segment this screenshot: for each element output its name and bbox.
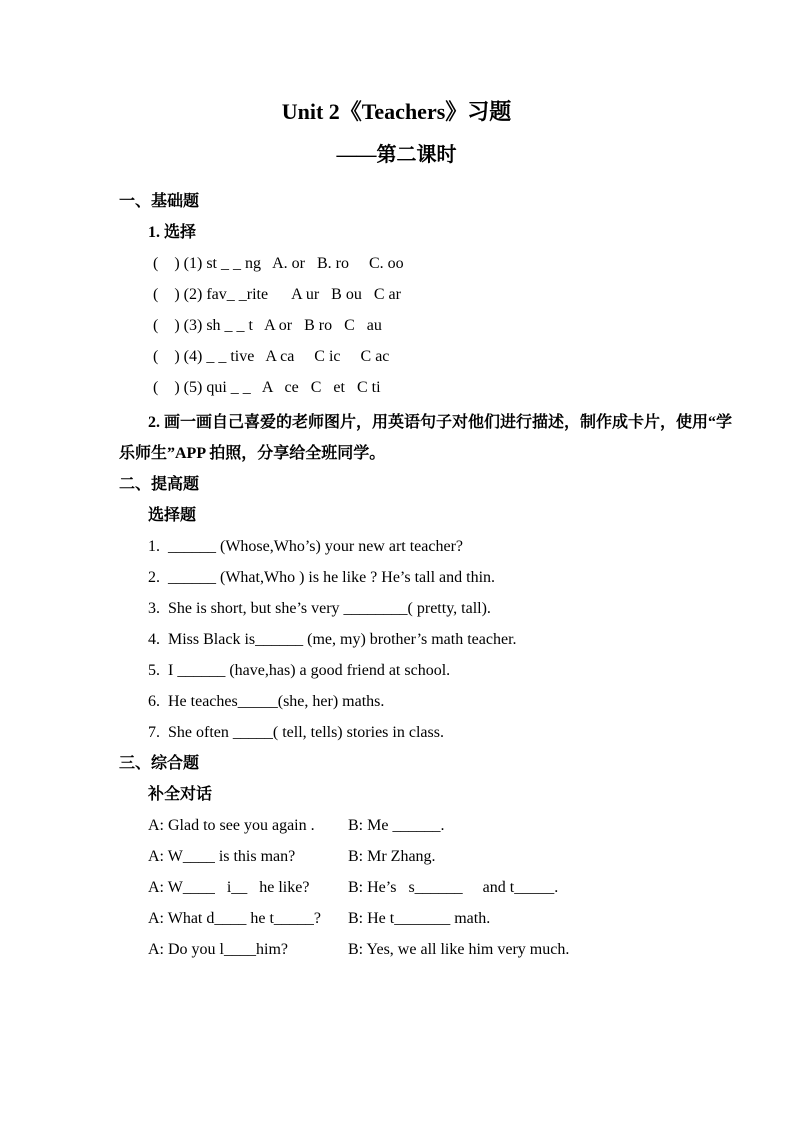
dialog-b-2: B: Mr Zhang. xyxy=(348,848,436,865)
task-paragraph-line2: 乐师生”APP 拍照，分享给全班同学。 xyxy=(119,445,386,462)
section2-subheading: 选择题 xyxy=(148,507,197,524)
fill-item-6: 6. He teaches_____(she, her) maths. xyxy=(148,693,385,710)
dialog-b-4: B: He t_______ math. xyxy=(348,910,491,927)
dialog-a-2: A: W____ is this man? xyxy=(148,848,296,865)
choice-item-5: ( ) (5) qui _ _ A ce C et C ti xyxy=(153,379,381,396)
dialog-row-2 xyxy=(119,841,703,872)
section1-subheading: 1. 选择 xyxy=(148,224,197,241)
doc-title: Unit 2《Teachers》习题 xyxy=(281,99,512,124)
dialog-b-3: B: He’s s______ and t_____. xyxy=(348,879,559,896)
section1-heading: 一、基础题 xyxy=(119,193,200,210)
fill-item-4: 4. Miss Black is______ (me, my) brother’s math teacher. xyxy=(148,631,517,648)
section3-subheading: 补全对话 xyxy=(148,786,213,803)
choice-item-2: ( ) (2) fav_ _rite A ur B ou C ar xyxy=(153,286,401,303)
dialog-b-1: B: Me ______. xyxy=(348,817,445,834)
fill-item-1: 1. ______ (Whose,Who’s) your new art teacher? xyxy=(148,538,463,555)
dialog-b-5: B: Yes, we all like him very much. xyxy=(348,941,570,958)
dialog-a-1: A: Glad to see you again . xyxy=(148,817,315,834)
dialog-row-5 xyxy=(119,934,703,965)
fill-item-5: 5. I ______ (have,has) a good friend at school. xyxy=(148,662,451,679)
dialog-a-4: A: What d____ he t_____? xyxy=(148,910,322,927)
fill-item-2: 2. ______ (What,Who ) is he like ? He’s tall and thin. xyxy=(148,569,496,586)
task-paragraph-line1: 2. 画一画自己喜爱的老师图片，用英语句子对他们进行描述，制作成卡片，使用“学 xyxy=(148,414,733,431)
dialog-row-4 xyxy=(119,903,703,934)
choice-item-4: ( ) (4) _ _ tive A ca C ic C ac xyxy=(153,348,390,365)
dialog-a-5: A: Do you l____him? xyxy=(148,941,288,958)
choice-item-1: ( ) (1) st _ _ ng A. or B. ro C. oo xyxy=(153,255,404,272)
fill-item-7: 7. She often _____( tell, tells) stories in class. xyxy=(148,724,444,741)
dialog-a-3: A: W____ i__ he like? xyxy=(148,879,310,896)
dialog-row-1 xyxy=(119,810,703,841)
section2-heading: 二、提高题 xyxy=(119,476,200,493)
section3-heading: 三、综合题 xyxy=(119,755,200,772)
fill-item-3: 3. She is short, but she’s very ________( pretty, tall). xyxy=(148,600,491,617)
choice-item-3: ( ) (3) sh _ _ t A or B ro C au xyxy=(153,317,382,334)
dialog-row-3 xyxy=(119,872,703,903)
doc-subtitle: ——第二课时 xyxy=(336,144,457,166)
document-body xyxy=(119,186,733,965)
